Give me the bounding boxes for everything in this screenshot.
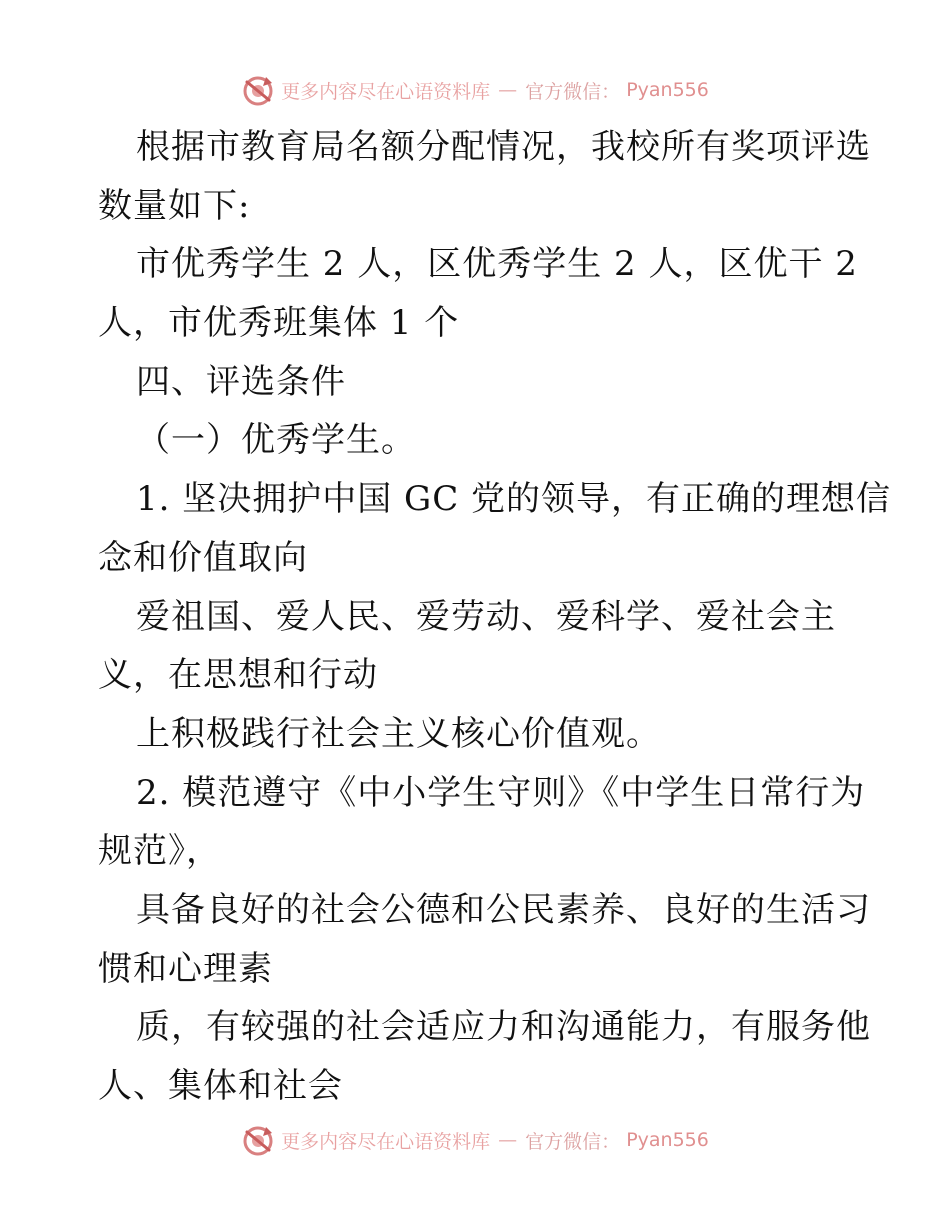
body-line: 上积极践行社会主义核心价值观。 [136, 713, 661, 754]
watermark-main-text: 更多内容尽在心语资料库 [281, 80, 491, 103]
document-body [98, 118, 892, 1116]
body-line: 数量如下: [98, 185, 251, 226]
body-line: 2. 模范遵守《中小学生守则》《中学生日常行为 [136, 772, 866, 813]
body-line: 质，有较强的社会适应力和沟通能力，有服务他 [136, 1007, 871, 1048]
watermark-main-text: 更多内容尽在心语资料库 [281, 1130, 491, 1153]
body-line: 1. 坚决拥护中国 GC 党的领导，有正确的理想信 [136, 479, 892, 520]
subsection-heading: （一）优秀学生。 [136, 420, 416, 461]
body-line: 人，市优秀班集体 1 个 [98, 303, 460, 344]
logo-icon [241, 73, 275, 107]
watermark-footer [0, 1120, 950, 1160]
body-line: 念和价值取向 [98, 537, 308, 578]
logo-icon [241, 1123, 275, 1157]
watermark-header [0, 70, 950, 110]
body-line: 义，在思想和行动 [98, 655, 378, 696]
body-line: 爱祖国、爱人民、爱劳动、爱科学、爱社会主 [136, 596, 836, 637]
watermark-separator: — [498, 79, 518, 101]
body-line: 规范》， [98, 831, 221, 872]
body-line: 具备良好的社会公德和公民素养、良好的生活习 [136, 889, 871, 930]
watermark-sub-text: 官方微信： [525, 80, 621, 103]
watermark-wechat-id: Pyan556 [626, 79, 709, 101]
watermark-wechat-id: Pyan556 [626, 1129, 709, 1151]
body-line: 人、集体和社会 [98, 1066, 343, 1106]
body-line: 根据市教育局名额分配情况，我校所有奖项评选 [136, 127, 871, 167]
section-heading: 四、评选条件 [136, 361, 346, 402]
body-line: 惯和心理素 [98, 948, 273, 989]
watermark-sub-text: 官方微信： [525, 1130, 621, 1153]
body-line: 市优秀学生 2 人，区优秀学生 2 人，区优干 2 [136, 244, 858, 285]
watermark-separator: — [498, 1129, 518, 1151]
